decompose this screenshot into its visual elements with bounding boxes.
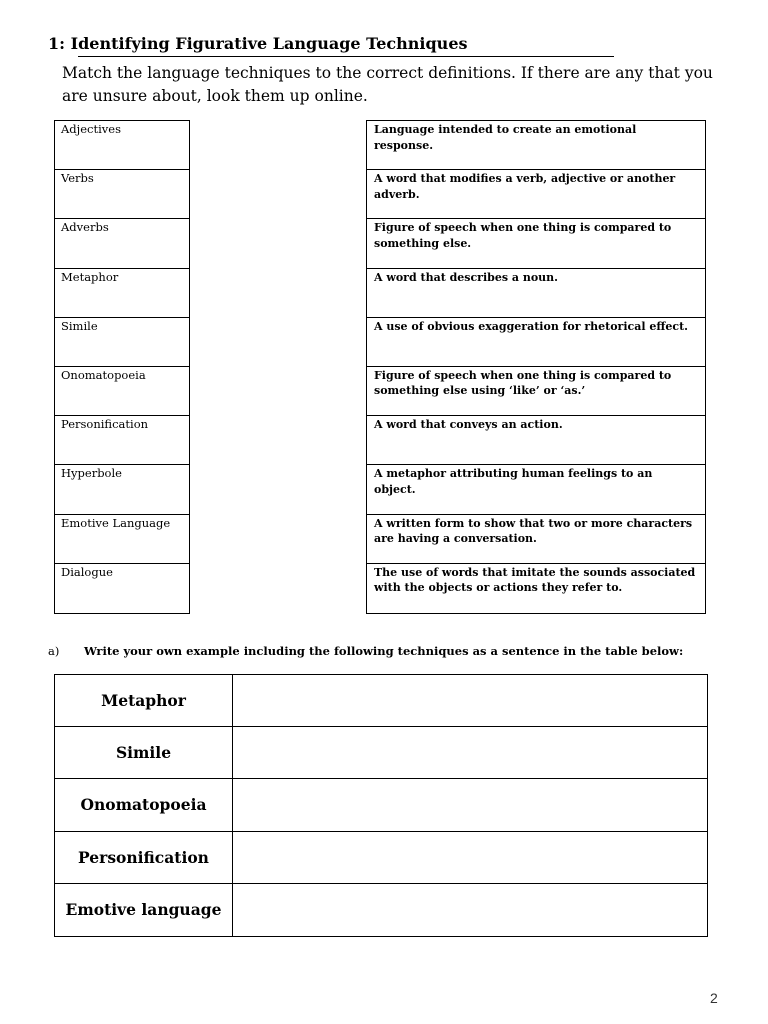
definition-cell: A word that describes a noun. [367,269,705,318]
example-row [55,675,707,727]
definitions-column [366,120,706,614]
term-cell: Hyperbole [55,465,189,514]
example-label: Personification [55,832,233,883]
examples-table [54,674,708,937]
term-cell: Emotive Language [55,515,189,564]
example-label: Metaphor [55,675,233,726]
example-answer-cell[interactable] [233,884,707,936]
example-answer-cell[interactable] [233,727,707,778]
task-prompt [48,644,683,658]
task-text: Write your own example including the following techniques as a sentence in the table below: [84,644,684,658]
definition-cell: Figure of speech when one thing is compared to something else using ‘like’ or ‘as.’ [367,367,705,416]
definition-cell: The use of words that imitate the sounds associated with the objects or actions they refer to. [374,565,696,595]
example-row [55,779,707,831]
term-cell: Onomatopoeia [55,367,189,416]
definition-cell: Figure of speech when one thing is compared to something else. [367,219,705,268]
term-cell: Adjectives [55,121,189,170]
page-number: 2 [710,990,718,1006]
definition-cell: Language intended to create an emotional response. [367,121,705,170]
term-cell: Metaphor [55,269,189,318]
definition-cell: A written form to show that two or more characters are having a conversation. [367,515,705,564]
definition-cell: A word that modifies a verb, adjective or another adverb. [367,170,705,219]
definition-cell: A metaphor attributing human feelings to an object. [367,465,705,514]
example-row [55,727,707,779]
example-row [55,884,707,936]
definition-cell: A use of obvious exaggeration for rhetorical effect. [367,318,705,367]
term-cell: Simile [55,318,189,367]
example-label: Onomatopoeia [55,779,233,830]
example-row [55,832,707,884]
instructions-text: Match the language techniques to the correct definitions. If there are any that you are unsure about, look them up online. [62,64,713,105]
example-answer-cell[interactable] [233,779,707,830]
task-marker: a) [48,644,60,658]
definition-cell: A word that conveys an action. [367,416,705,465]
example-answer-cell[interactable] [233,675,707,726]
example-label: Emotive language [55,884,233,936]
term-cell: Verbs [55,170,189,219]
terms-column [54,120,190,614]
example-label: Simile [55,727,233,778]
term-cell: Personification [55,416,189,465]
section-heading: 1: Identifying Figurative Language Techniques [48,34,468,53]
example-answer-cell[interactable] [233,832,707,883]
term-cell: Adverbs [55,219,189,268]
term-cell: Dialogue [61,564,113,579]
heading-underline [78,56,614,57]
